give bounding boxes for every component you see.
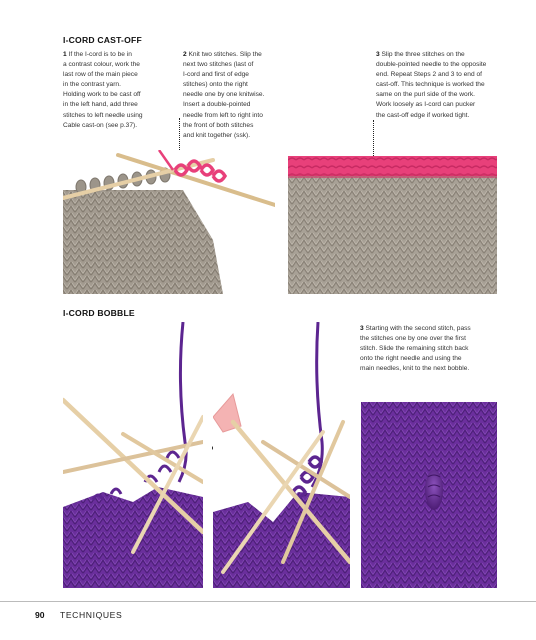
step-number: 3 bbox=[360, 325, 364, 332]
section-heading-icord-bobble: I-CORD BOBBLE bbox=[63, 308, 135, 318]
step-number: 1 bbox=[63, 51, 67, 58]
step-text: If the I-cord is to be in a contrast colour, work the last row of the main piece in the contrast yarn. Holding work to be cast off in the left hand, add three stitches to left needle using Cable cast-on (see p.37). bbox=[63, 51, 143, 129]
step-text: Starting with the second stitch, pass the stitches one by one over the first stitch. Slide the remaining stitch back onto the right needle and using the main needles, knit to the next bobble. bbox=[360, 325, 471, 373]
bobble-step-3 bbox=[360, 324, 510, 374]
step-number: 2 bbox=[183, 51, 187, 58]
step-number: 3 bbox=[376, 51, 380, 58]
step-text: Slip the three stitches on the double-pointed needle to the opposite end. Repeat Steps 2 and 3 to end of cast-off. This technique is worked the same on the purl side of the work. Work loosely as I-cord can pucker the cast-off edge if worked tight. bbox=[376, 51, 487, 119]
photo-bobble-finished bbox=[361, 402, 497, 588]
footer-rule bbox=[0, 601, 536, 602]
cast-off-step-2 bbox=[183, 50, 293, 141]
leader-line bbox=[373, 120, 374, 158]
step-text: Knit two stitches. Slip the next two stitches (last of I-cord and first of edge stitches) onto the right needle one by one knitwise. Insert a double-pointed needle from left to right into the front of both stitches and knit together (ssk). bbox=[183, 51, 265, 139]
photo-bobble-step-2 bbox=[213, 322, 350, 588]
running-head: TECHNIQUES bbox=[60, 610, 123, 620]
page-number: 90 bbox=[35, 610, 45, 620]
cast-off-step-1 bbox=[63, 50, 175, 131]
photo-cast-off-finished bbox=[288, 156, 497, 294]
section-heading-icord-cast-off: I-CORD CAST-OFF bbox=[63, 35, 142, 45]
photo-bobble-step-1 bbox=[63, 322, 203, 588]
photo-cast-off-step-1-2 bbox=[63, 150, 275, 294]
cast-off-step-3 bbox=[376, 50, 511, 121]
